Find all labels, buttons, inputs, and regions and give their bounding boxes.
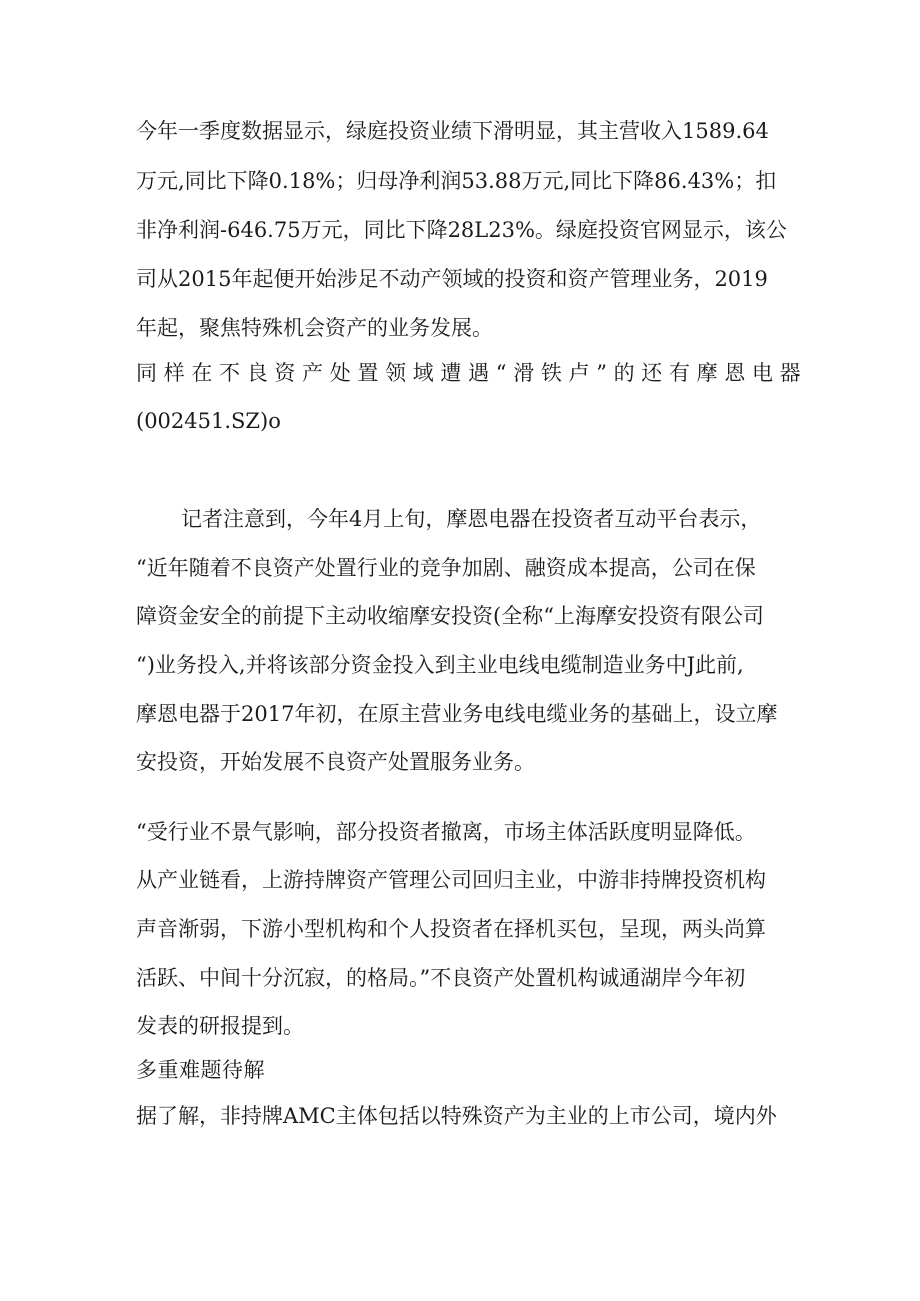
text-line: “近年随着不良资产处置行业的竞争加剧、融资成本提高，公司在保 xyxy=(136,556,756,580)
text-line: 司从2015年起便开始涉足不动产领域的投资和资产管理业务，2019 xyxy=(136,267,768,291)
text-line: “)业务投入,并将该部分资金投入到主业电线电缆制造业务中J此前, xyxy=(136,653,744,677)
text-line: 今年一季度数据显示，绿庭投资业绩下滑明显，其主营收入1589.64 xyxy=(136,119,769,143)
text-line: 安投资，开始发展不良资产处置服务业务。 xyxy=(136,750,535,774)
text-line: “受行业不景气影响，部分投资者撤离，市场主体活跃度明显降低。 xyxy=(136,820,756,844)
text-line: 障资金安全的前提下主动收缩摩安投资(全称“上海摩安投资有限公司 xyxy=(136,604,764,628)
text-line: 从产业链看，上游持牌资产管理公司回归主业，中游非持牌投资机构 xyxy=(136,868,766,892)
text-line: 年起，聚焦特殊机会资产的业务发展。 xyxy=(136,316,493,340)
section-heading: 多重难题待解 xyxy=(136,1058,265,1082)
text-line: 记者注意到，今年4月上旬，摩恩电器在投资者互动平台表示， xyxy=(181,507,762,531)
text-line: 摩恩电器于2017年初，在原主营业务电线电缆业务的基础上，设立摩 xyxy=(136,702,778,726)
text-line: 非净利润-646.75万元，同比下降28L23%。绿庭投资官网显示，该公 xyxy=(136,218,787,242)
text-line: (002451.SZ)o xyxy=(136,409,281,433)
text-line: 同 样 在 不 良 资 产 处 置 领 域 遭 遇 “ 滑 铁 卢 ” 的 还 有 摩 恩 电 器 xyxy=(136,361,801,385)
text-line: 万元,同比下降0.18%；归母净利润53.88万元,同比下降86.43%；扣 xyxy=(136,169,777,193)
text-line: 据了解，非持牌AMC主体包括以特殊资产为主业的上市公司，境内外 xyxy=(136,1104,777,1128)
text-line: 发表的研报提到。 xyxy=(136,1014,304,1038)
text-line: 活跃、中间十分沉寂，的格局。”不良资产处置机构诚通湖岸今年初 xyxy=(136,966,746,990)
text-line: 声音渐弱，下游小型机构和个人投资者在择机买包，呈现，两头尚算 xyxy=(136,917,766,941)
